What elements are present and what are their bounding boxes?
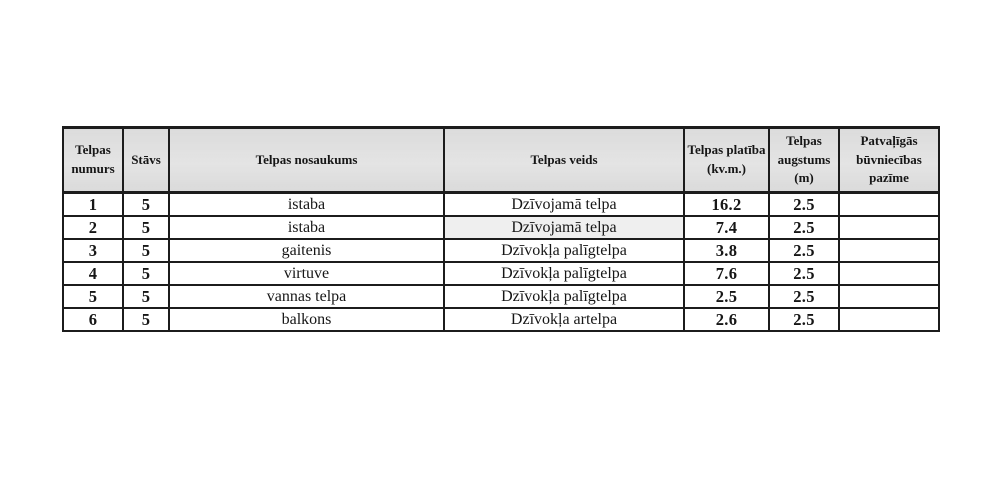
cell-room-number: 1 [63, 193, 123, 217]
cell-room-type: Dzīvokļa palīgtelpa [444, 239, 684, 262]
cell-floor: 5 [123, 193, 169, 217]
cell-area: 16.2 [684, 193, 769, 217]
column-header-telpas-veids: Telpas veids [444, 128, 684, 193]
cell-unauthorized-construction [839, 216, 939, 239]
cell-area: 2.6 [684, 308, 769, 331]
cell-height: 2.5 [769, 216, 839, 239]
cell-room-type: Dzīvokļa artelpa [444, 308, 684, 331]
cell-unauthorized-construction [839, 239, 939, 262]
cell-room-number: 5 [63, 285, 123, 308]
cell-room-type: Dzīvokļa palīgtelpa [444, 262, 684, 285]
cell-area: 7.6 [684, 262, 769, 285]
column-header-telpas-nosaukums: Telpas nosaukums [169, 128, 444, 193]
cell-room-name: gaitenis [169, 239, 444, 262]
cell-height: 2.5 [769, 285, 839, 308]
cell-height: 2.5 [769, 262, 839, 285]
column-header-stavs: Stāvs [123, 128, 169, 193]
cell-room-type: Dzīvojamā telpa [444, 216, 684, 239]
cell-unauthorized-construction [839, 262, 939, 285]
cell-room-type: Dzīvokļa palīgtelpa [444, 285, 684, 308]
cell-floor: 5 [123, 262, 169, 285]
rooms-table [62, 126, 940, 332]
cell-room-number: 3 [63, 239, 123, 262]
table-row [63, 239, 939, 262]
cell-height: 2.5 [769, 193, 839, 217]
cell-height: 2.5 [769, 308, 839, 331]
table-row [63, 308, 939, 331]
cell-unauthorized-construction [839, 193, 939, 217]
column-header-telpas-augstums: Telpas augstums (m) [769, 128, 839, 193]
cell-floor: 5 [123, 308, 169, 331]
table-row [63, 193, 939, 217]
column-header-patvaligas-buvniecibas-pazime: Patvaļīgās būvniecības pazīme [839, 128, 939, 193]
cell-unauthorized-construction [839, 308, 939, 331]
cell-area: 7.4 [684, 216, 769, 239]
cell-room-type: Dzīvojamā telpa [444, 193, 684, 217]
cell-area: 3.8 [684, 239, 769, 262]
cell-room-name: balkons [169, 308, 444, 331]
cell-room-name: vannas telpa [169, 285, 444, 308]
table-row [63, 216, 939, 239]
cell-floor: 5 [123, 239, 169, 262]
cell-floor: 5 [123, 285, 169, 308]
cell-room-number: 2 [63, 216, 123, 239]
table-row [63, 262, 939, 285]
cell-room-name: istaba [169, 216, 444, 239]
column-header-telpas-platiba: Telpas platība (kv.m.) [684, 128, 769, 193]
cell-floor: 5 [123, 216, 169, 239]
cell-height: 2.5 [769, 239, 839, 262]
cell-room-name: virtuve [169, 262, 444, 285]
cell-room-number: 4 [63, 262, 123, 285]
header-row [63, 128, 939, 193]
cell-unauthorized-construction [839, 285, 939, 308]
column-header-telpas-numurs: Telpas numurs [63, 128, 123, 193]
table-row [63, 285, 939, 308]
cell-room-number: 6 [63, 308, 123, 331]
cell-area: 2.5 [684, 285, 769, 308]
cell-room-name: istaba [169, 193, 444, 217]
